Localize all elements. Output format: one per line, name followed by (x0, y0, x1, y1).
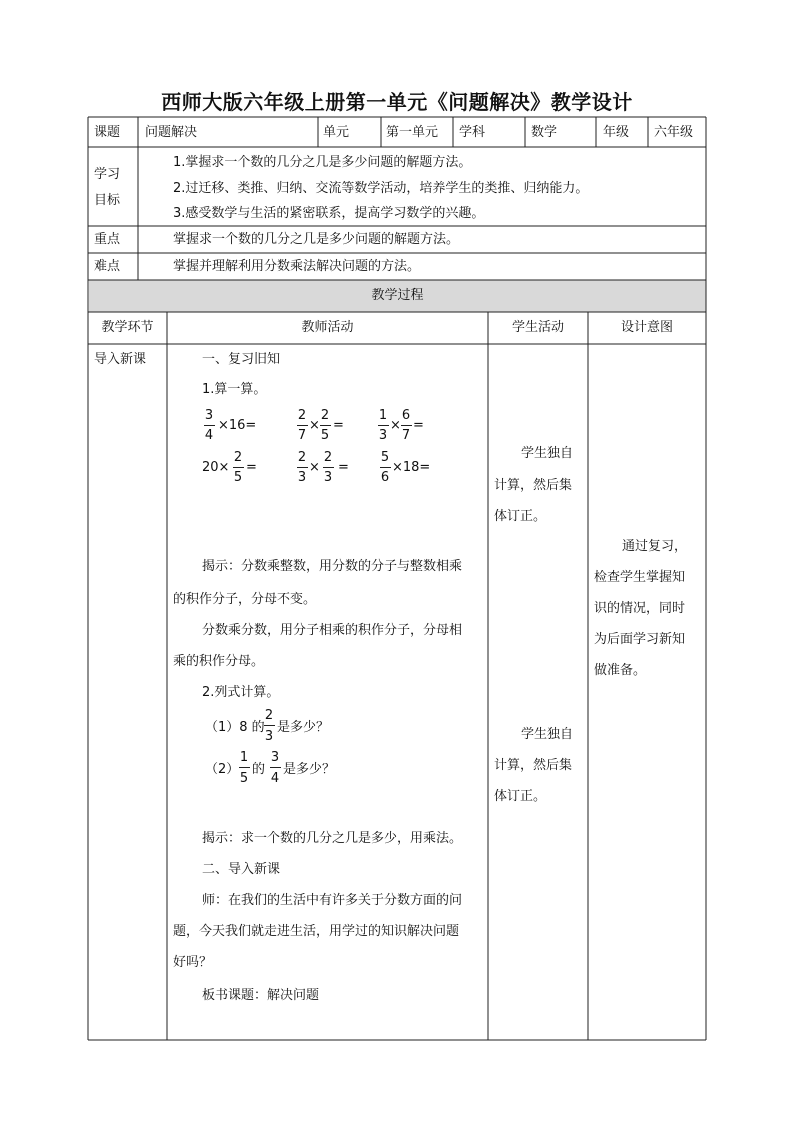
unit-value: 第一单元 (386, 125, 439, 140)
process-title: 教学过程 (371, 288, 424, 303)
fraction-numerator: 2 (323, 450, 333, 465)
question-2: 2.列式计算。 (202, 685, 280, 700)
fraction-denominator: 3 (297, 470, 307, 485)
fraction-bar (264, 725, 275, 726)
col-header-student: 学生活动 (511, 320, 564, 335)
expression-tail: = (333, 418, 344, 433)
problem-head: （1）8 的 (205, 720, 265, 735)
subject-label: 学科 (459, 125, 486, 140)
intent-text: 做准备。 (594, 663, 647, 678)
fraction-denominator: 3 (323, 470, 333, 485)
board-title: 板书课题：解决问题 (202, 988, 320, 1003)
reveal-text: 揭示：求一个数的几分之几是多少，用乘法。 (202, 831, 463, 846)
page-title: 西师大版六年级上册第一单元《问题解决》教学设计 (161, 90, 633, 114)
key-point-label: 重点 (94, 232, 121, 247)
subject-value: 数学 (531, 125, 558, 140)
section-intro: 二、导入新课 (202, 862, 281, 877)
expression-tail: = (413, 418, 424, 433)
fraction-denominator: 3 (378, 428, 388, 443)
problem-mid: 的 (252, 762, 266, 777)
objective-item: 2.过迁移、类推、归纳、交流等数学活动，培养学生的类推、归纳能力。 (173, 181, 589, 196)
student-activity-text: 学生独自 (521, 446, 574, 461)
fraction-denominator: 5 (233, 470, 243, 485)
unit-label: 单元 (323, 125, 350, 140)
objective-item: 3.感受数学与生活的紧密联系，提高学习数学的兴趣。 (173, 206, 485, 221)
fraction-bar (270, 767, 281, 768)
col-header-stage: 教学环节 (101, 320, 154, 335)
grade-label: 年级 (603, 125, 630, 140)
intent-text: 识的情况，同时 (594, 601, 686, 616)
student-activity-text: 体订正。 (494, 509, 547, 524)
teacher-talk: 好吗？ (173, 955, 213, 970)
topic-label: 课题 (94, 125, 121, 140)
fraction-bar (239, 767, 250, 768)
fraction-numerator: 1 (239, 750, 249, 765)
reveal-text: 的积作分子，分母不变。 (173, 592, 317, 607)
fraction-numerator: 5 (380, 450, 390, 465)
col-header-intent: 设计意图 (620, 320, 673, 335)
problem-tail: 是多少？ (277, 720, 330, 735)
fraction-numerator: 2 (297, 408, 307, 423)
difficulty-label: 难点 (94, 259, 121, 274)
fraction-denominator: 5 (320, 428, 330, 443)
difficulty-text: 掌握并理解利用分数乘法解决问题的方法。 (173, 259, 421, 274)
reveal-text: 揭示：分数乘整数，用分数的分子与整数相乘 (202, 559, 463, 574)
fraction-bar (378, 425, 389, 426)
problem-head: （2） (205, 762, 240, 777)
fraction-bar (233, 467, 244, 468)
fraction-bar (401, 425, 412, 426)
objectives-label-1: 学习 (94, 167, 121, 182)
fraction-numerator: 2 (297, 450, 307, 465)
objective-item: 1.掌握求一个数的几分之几是多少问题的解题方法。 (173, 155, 472, 170)
fraction-numerator: 1 (378, 408, 388, 423)
col-header-teacher: 教师活动 (301, 320, 354, 335)
fraction-numerator: 2 (320, 408, 330, 423)
operator: × (390, 418, 401, 433)
fraction-denominator: 3 (264, 729, 274, 744)
fraction-denominator: 7 (401, 428, 411, 443)
student-activity-text: 计算，然后集 (494, 478, 573, 493)
fraction-numerator: 2 (233, 450, 243, 465)
objectives-label-2: 目标 (94, 193, 121, 208)
section-review: 一、复习旧知 (202, 352, 281, 367)
student-activity-text: 学生独自 (521, 727, 574, 742)
intent-text: 通过复习， (622, 539, 688, 554)
operator: × (309, 460, 320, 475)
stage-label: 导入新课 (94, 352, 147, 367)
fraction-numerator: 6 (401, 408, 411, 423)
reveal-text: 分数乘分数，用分子相乘的积作分子，分母相 (202, 623, 463, 638)
grade-value: 六年级 (654, 125, 694, 140)
teacher-talk: 师：在我们的生活中有许多关于分数方面的问 (202, 893, 463, 908)
expression-tail: ×16= (218, 418, 257, 433)
fraction-denominator: 7 (297, 428, 307, 443)
fraction-bar (297, 467, 308, 468)
fraction-denominator: 6 (380, 470, 390, 485)
student-activity-text: 计算，然后集 (494, 758, 573, 773)
topic-value: 问题解决 (145, 125, 198, 140)
expression-tail: = (338, 460, 349, 475)
intent-text: 检查学生掌握知 (594, 570, 686, 585)
fraction-numerator: 3 (204, 408, 214, 423)
fraction-bar (323, 467, 334, 468)
student-activity-text: 体订正。 (494, 789, 547, 804)
intent-text: 为后面学习新知 (594, 632, 686, 647)
reveal-text: 乘的积作分母。 (173, 654, 265, 669)
problem-tail: 是多少？ (283, 762, 336, 777)
operator: × (309, 418, 320, 433)
teacher-talk: 题，今天我们就走进生活，用学过的知识解决问题 (173, 924, 460, 939)
expression-head: 20× (202, 460, 230, 475)
question-1: 1.算一算。 (202, 382, 267, 397)
fraction-bar (204, 425, 215, 426)
fraction-denominator: 4 (204, 428, 214, 443)
fraction-bar (380, 467, 391, 468)
fraction-denominator: 4 (270, 771, 280, 786)
fraction-numerator: 3 (270, 750, 280, 765)
expression-tail: ×18= (392, 460, 431, 475)
key-point-text: 掌握求一个数的几分之几是多少问题的解题方法。 (173, 232, 460, 247)
fraction-numerator: 2 (264, 708, 274, 723)
fraction-bar (297, 425, 308, 426)
fraction-denominator: 5 (239, 771, 249, 786)
expression-tail: = (246, 460, 257, 475)
fraction-bar (320, 425, 331, 426)
